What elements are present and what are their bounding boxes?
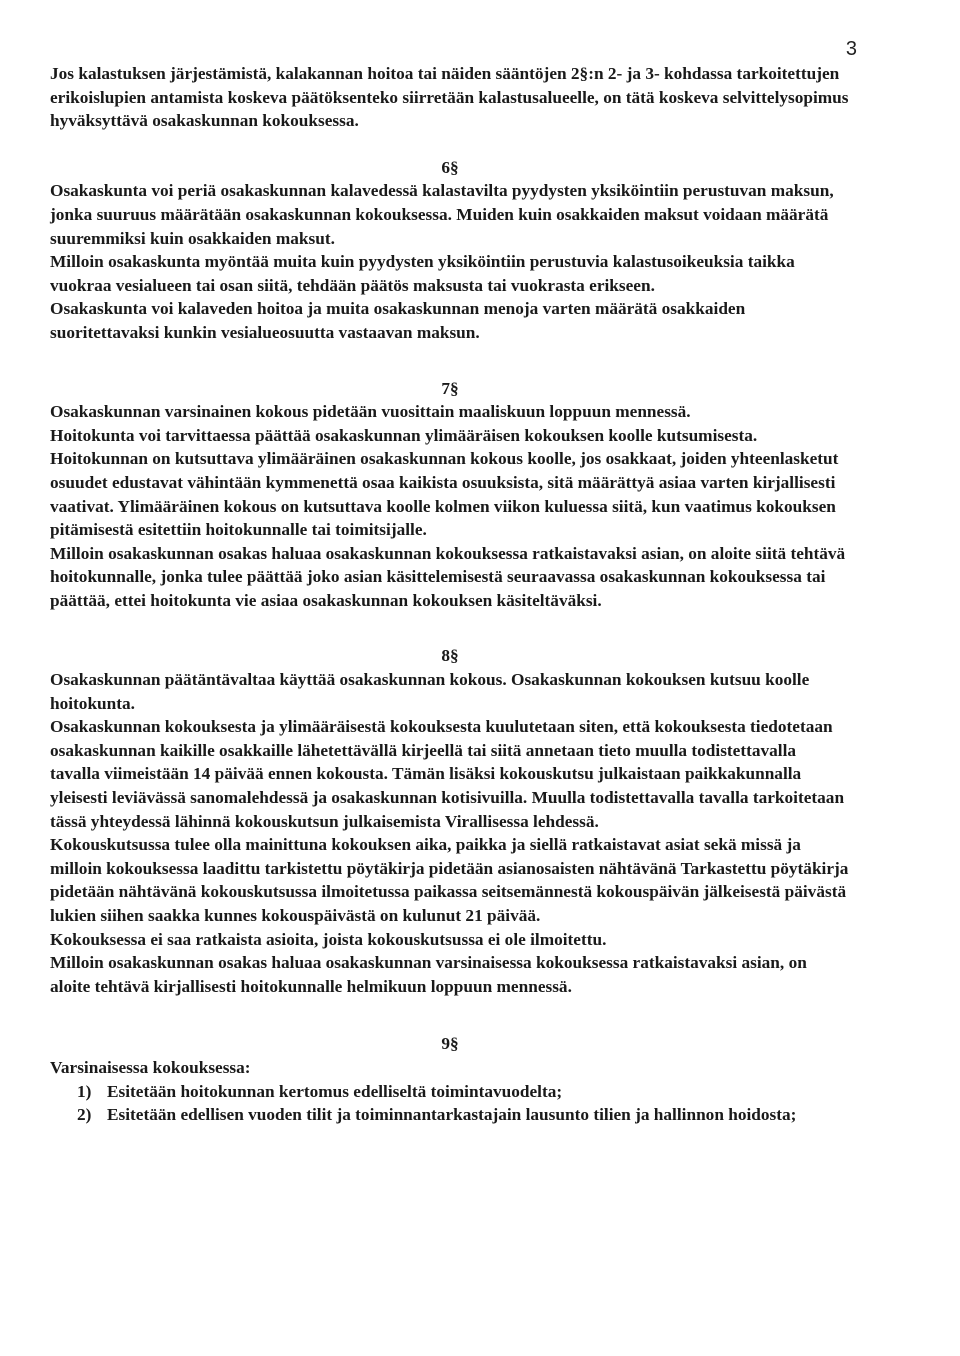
section-6 [50, 156, 850, 345]
intro-text [50, 62, 850, 133]
paragraph: Milloin osakaskunta myöntää muita kuin pyydysten yksiköintiin perustuvia kalastusoikeuksia taikka vuokraa vesialueen tai osan siitä, tehdään päätös maksusta tai vuokrasta erikseen. [50, 252, 795, 295]
list-item-number: 1) [77, 1081, 92, 1101]
paragraph: Osakaskunnan varsinainen kokous pidetään vuosittain maaliskuun loppuun mennessä. [50, 402, 691, 422]
section-7 [50, 377, 850, 613]
section-heading: 6§ [441, 157, 459, 177]
list-item [50, 1103, 850, 1127]
section-heading: 7§ [441, 378, 459, 398]
list-item-text: Esitetään edellisen vuoden tilit ja toiminnantarkastajain lausunto tilien ja hallinnon hoidosta; [107, 1105, 797, 1125]
list-item [50, 1080, 850, 1104]
section-heading: 8§ [441, 646, 459, 666]
paragraph: Hoitokunta voi tarvittaessa päättää osakaskunnan ylimääräisen kokouksen koolle kutsumisesta. Hoitokunnan on kutsuttava ylimääräinen osakaskunnan kokous koolle, jos osakkaat, joiden yhteenlasketut osuudet edustavat vähintään kymmenettä osaa kaikista osuuksista, sitä määrättyä asiaa varten kirjallisesti vaativat. Ylimääräinen kokous on kutsuttava koolle kolmen viikon kuluessa siitä, kun vaatimus kokouksen pitämisestä esitettiin hoitokunnalle tai toimitsijalle. [50, 425, 839, 540]
paragraph: Osakaskunta voi kalaveden hoitoa ja muita osakaskunnan menoja varten määrätä osakkaiden suoritettavaksi kunkin vesialueosuutta vastaavan maksun. [50, 299, 746, 342]
list-intro: Varsinaisessa kokouksessa: [50, 1057, 251, 1077]
page-number: 3 [845, 38, 857, 60]
paragraph: Kokouskutsussa tulee olla mainittuna kokouksen aika, paikka ja siellä ratkaistavat asiat sekä missä ja milloin kokouksessa laadittu tarkistettu pöytäkirja pidetään asianosaisten nähtävänä Tarkastettu pöytäkirja pidetään nähtävänä kokouskutsussa ilmoitetussa paikassa seitsemännestä kokouspäivän jälkeisestä päivästä lukien siihen saakka kunnes kokouspäivästä on kulunut 21 päivää. [50, 835, 849, 925]
paragraph: Milloin osakaskunnan osakas haluaa osakaskunnan varsinaisessa kokouksessa ratkaistavaksi asian, on aloite tehtävä kirjallisesti hoitokunnalle helmikuun loppuun mennessä. [50, 953, 807, 996]
paragraph: Kokouksessa ei saa ratkaista asioita, joista kokouskutsussa ei ole ilmoitettu. [50, 929, 607, 949]
paragraph: Jos kalastuksen järjestämistä, kalakannan hoitoa tai näiden sääntöjen 2§:n 2- ja 3- kohdassa tarkoitettujen erikoislupien antamista koskeva päätöksenteko siirretään kalastusalueelle, on tätä koskeva selvittelysopimus hyväksyttävä osakaskunnan kokouksessa. [50, 64, 849, 131]
list-item-text: Esitetään hoitokunnan kertomus edelliseltä toimintavuodelta; [107, 1081, 563, 1101]
paragraph: Osakaskunta voi periä osakaskunnan kalavedessä kalastavilta pyydysten yksiköintiin perustuvan maksun, jonka suuruus määrätään osakaskunnan kokouksessa. Muiden kuin osakkaiden maksut voidaan määrätä suuremmiksi kuin osakkaiden maksut. [50, 181, 834, 248]
paragraph: Milloin osakaskunnan osakas haluaa osakaskunnan kokouksessa ratkaistavaksi asian, on aloite siitä tehtävä hoitokunnalle, jonka tulee päättää joko asian käsittelemisestä seuraavassa osakaskunnan kokouksessa tai päättää, ettei hoitokunta vie asiaa osakaskunnan kokouksen käsiteltäväksi. [50, 543, 846, 610]
section-heading: 9§ [441, 1034, 459, 1054]
section-9 [50, 1032, 850, 1126]
paragraph: Osakaskunnan kokouksesta ja ylimääräisestä kokouksesta kuulutetaan siten, että kokouksesta tiedotetaan osakaskunnan kaikille osakkaille lähetettävällä kirjeellä tai siitä annetaan tieto muulla todistettavalla tavalla viimeistään 14 päivää ennen kokousta. Tämän lisäksi kokouskutsu julkaistaan paikkakunnalla yleisesti leviävässä sanomalehdessä ja osakaskunnan kotisivuilla. Muulla todistettavalla tavalla tarkoitetaan tässä yhteydessä lähinnä kokouskutsun julkaisemista Virallisessa lehdessä. [50, 717, 845, 831]
paragraph: Osakaskunnan päätäntävaltaa käyttää osakaskunnan kokous. Osakaskunnan kokouksen kutsuu koolle hoitokunta. [50, 670, 810, 713]
list-item-number: 2) [77, 1105, 92, 1125]
agenda-list [50, 1080, 850, 1127]
document-body [50, 62, 850, 1127]
section-8 [50, 644, 850, 998]
